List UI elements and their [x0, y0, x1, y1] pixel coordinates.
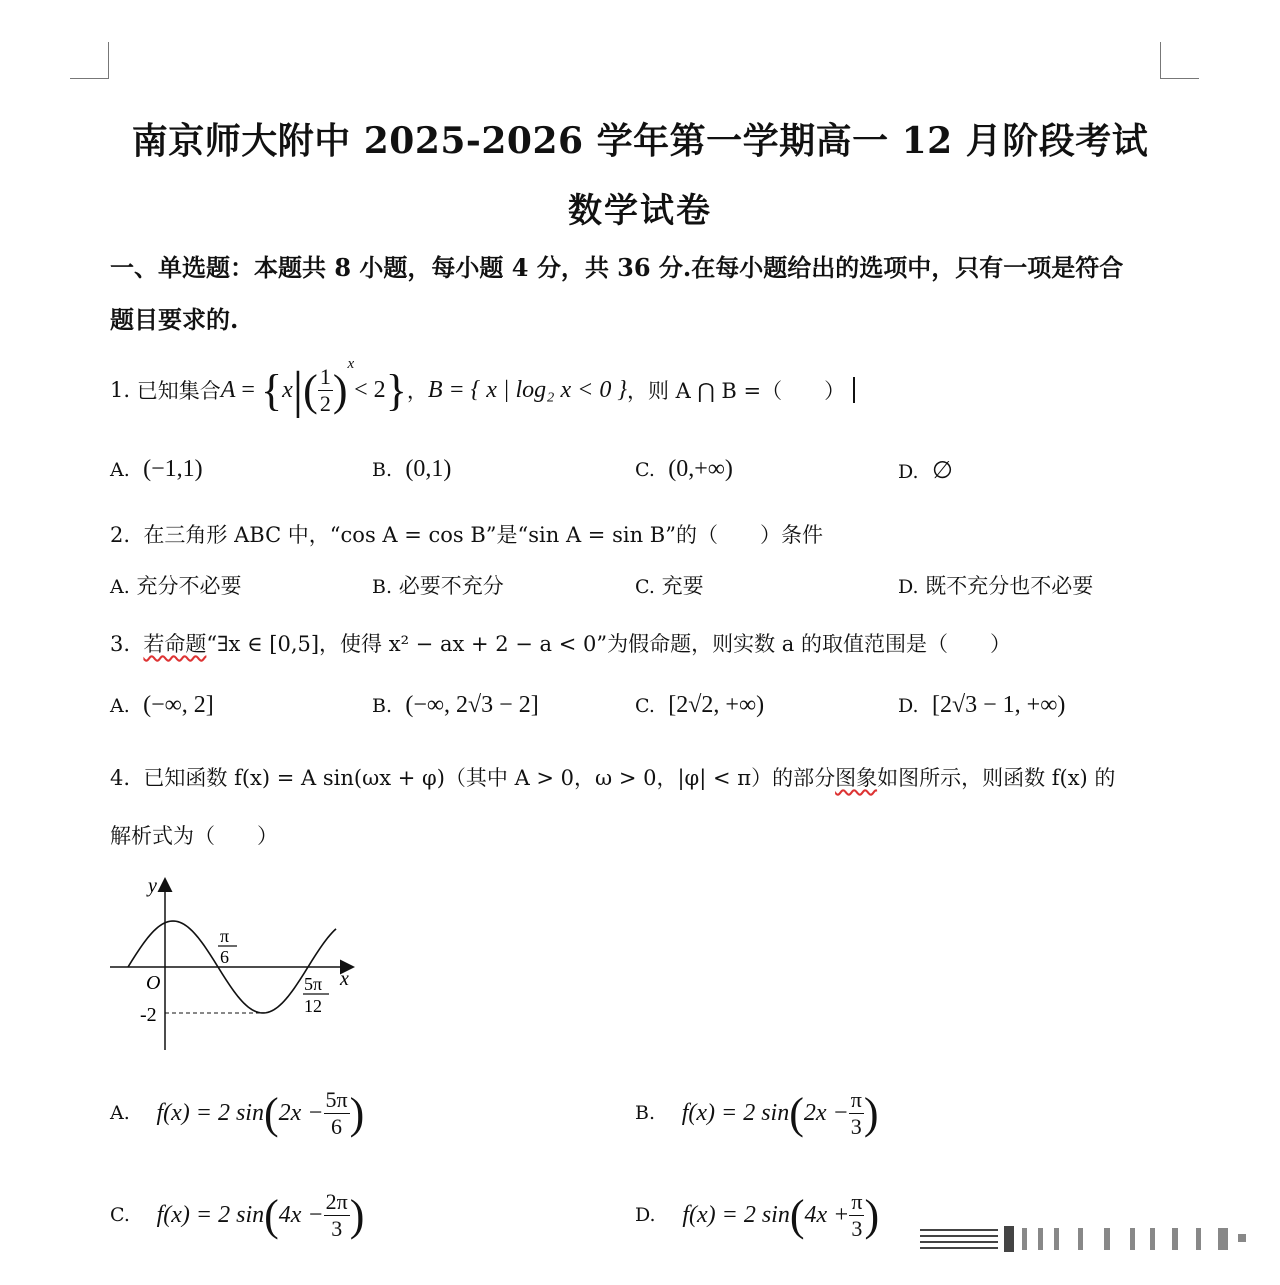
set-a-x: x — [282, 376, 293, 403]
question-text: “∃x ∈ [0,5]，使得 x² − ax + 2 − a < 0”为假命题，则实数 a 的取值范围是（ ） — [206, 632, 1011, 656]
question-text: 已知函数 f(x) = A sin(ωx + φ)（其中 A > 0，ω > 0，|φ| < π）的部分 — [143, 766, 836, 790]
question-wavy-word: 若命题 — [143, 632, 207, 656]
question-text-tail: ，则 A ⋂ B =（ ） — [626, 379, 846, 403]
y-axis-label: y — [148, 875, 157, 897]
min-value-label: -2 — [140, 1004, 157, 1026]
text-cursor — [853, 377, 855, 403]
set-a-condition: < 2 — [354, 376, 386, 403]
page-title: 南京师大附中 2025-2026 学年第一学期高一 12 月阶段考试 — [131, 120, 1149, 162]
question-text: 在三角形 ABC 中，“cos A = cos B”是“sin A = sin B”的（ ）条件 — [143, 523, 823, 547]
question-2 — [110, 519, 823, 549]
page-subtitle: 数学试卷 — [568, 191, 712, 231]
5pi-12-numerator: 5π — [304, 974, 323, 994]
set-bar: | — [292, 361, 304, 419]
q2-option-d: D. 既不充分也不必要 — [898, 574, 1094, 598]
q2-option-a: A. 充分不必要 — [110, 574, 242, 598]
q3-option-b: B. (−∞, 2√3 − 2] — [372, 692, 539, 718]
question-number: 1. — [110, 378, 131, 402]
fraction-half — [318, 364, 333, 416]
sine-graph — [100, 872, 370, 1057]
question-number: 2. — [110, 523, 131, 547]
q3-option-c: C. [2√2, +∞) — [635, 692, 765, 718]
pi-6-denominator: 6 — [220, 947, 229, 967]
q1-option-a: A. (−1,1) — [110, 456, 203, 482]
x-axis-label: x — [340, 968, 349, 990]
watermark-bars — [918, 1222, 1258, 1256]
question-1 — [110, 352, 855, 428]
question-4 — [110, 762, 1115, 792]
crop-mark-top-left — [70, 42, 109, 79]
crop-mark-top-right — [1160, 42, 1199, 79]
section-heading-line2: 题目要求的. — [110, 305, 239, 334]
q4-option-d: D. f(x) = 2 sin ( 4x + $\frac{\pi}{3}$ ) — [635, 1189, 880, 1241]
5pi-12-denominator: 12 — [304, 996, 322, 1016]
fraction-numerator: 1 — [319, 364, 331, 390]
q4-option-b: B. f(x) = 2 sin ( 2x − $\frac{\pi}{3}$ ) — [635, 1087, 879, 1139]
pi-6-numerator: π — [220, 926, 230, 946]
origin-label: O — [146, 972, 161, 994]
question-text: 已知集合 — [136, 379, 221, 403]
q4-option-a: A. f(x) = 2 sin ( 2x − $\frac{5\pi}{6}$ ) — [110, 1087, 365, 1139]
brace-open: { — [260, 365, 283, 415]
q1-option-c: C. (0,+∞) — [635, 456, 733, 482]
question-number: 3. — [110, 632, 131, 656]
question-text-cont: 如图所示，则函数 f(x) 的 — [877, 766, 1116, 790]
q4-option-c: C. f(x) = 2 sin ( 4x − $\frac{2\pi}{3}$ ) — [110, 1189, 365, 1241]
question-wavy-word: 图象 — [835, 766, 878, 790]
separator: ， — [406, 379, 428, 403]
q1-option-b: B. (0,1) — [372, 456, 452, 482]
question-number: 4. — [110, 766, 131, 790]
q3-option-d: D. [2√3 − 1, +∞) — [898, 692, 1066, 718]
paren-close: ) — [332, 365, 348, 415]
q3-option-a: A. (−∞, 2] — [110, 692, 214, 718]
section-heading-line1: 一、单选题：本题共 8 小题，每小题 4 分，共 36 分.在每小题给出的选项中，只有一项是符合 — [110, 253, 1124, 282]
question-4-line2: 解析式为（ ） — [110, 824, 278, 848]
fraction-denominator: 2 — [319, 390, 331, 416]
exponent: x — [347, 356, 355, 372]
q2-option-b: B. 必要不充分 — [372, 574, 504, 598]
q2-option-c: C. 充要 — [635, 574, 704, 598]
equals-sign: = — [235, 376, 261, 403]
brace-close: } — [385, 365, 407, 415]
set-a-var: A — [220, 376, 236, 403]
paren-open: ( — [303, 365, 318, 415]
question-3 — [110, 628, 1011, 658]
set-b: B = { x | log₂ x < 0 } — [427, 376, 627, 403]
q1-option-d: D. ∅ — [898, 458, 953, 484]
